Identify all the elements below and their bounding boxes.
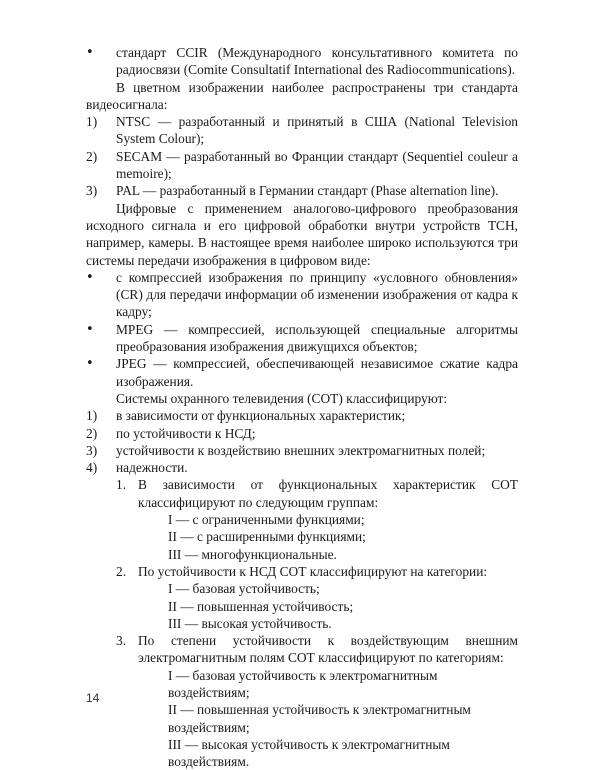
section-text: По устойчивости к НСД СОТ классифицируют на категории: <box>138 563 488 579</box>
bullet-marker: • <box>86 321 94 337</box>
list-text: MPEG — компрессией, использующей специальные алгоритмы преобразования изображения движущихся объектов; <box>116 321 518 355</box>
digital-paragraph: Цифровые с применением аналогово-цифрового преобразования исходного сигнала и его цифровой обработки внутри устройств ТСН, например, камеры. В настоящее время наиболее широко используются три системы передачи изображения в цифровом виде: <box>86 200 518 268</box>
list-number: 2) <box>86 148 98 164</box>
category-line: I — с ограниченными функциями; <box>168 512 365 528</box>
category-line: I — базовая устойчивость; <box>168 581 320 597</box>
category-line: III — высокая устойчивость. <box>168 615 332 631</box>
list-text: устойчивости к воздействию внешних электромагнитных полей; <box>116 442 486 458</box>
list-item <box>86 355 518 390</box>
category-line: II — повышенная устойчивость к электромагнитным воздействиям; <box>168 702 471 735</box>
list-text: по устойчивости к НСД; <box>116 425 256 441</box>
digital-bullets-list <box>86 269 518 390</box>
list-text: SECAM — разработанный во Франции стандарт (Sequentiel couleur a memoire); <box>116 148 518 182</box>
list-item <box>86 269 518 321</box>
list-item <box>86 425 518 442</box>
list-text: NTSC — разработанный и принятый в США (National Television System Colour); <box>116 114 518 147</box>
category-line: III — высокая устойчивость к электромагнитным воздействиям. <box>168 736 450 770</box>
section-em <box>116 632 518 770</box>
bullet-marker: • <box>86 45 94 60</box>
section-number: 2. <box>116 563 127 579</box>
section-heading <box>116 632 518 667</box>
page-number: 14 <box>86 691 100 705</box>
list-text: в зависимости от функциональных характеристик; <box>116 408 406 424</box>
list-item <box>86 321 518 356</box>
section-nsd <box>116 563 518 632</box>
list-number: 3) <box>86 442 98 458</box>
list-item <box>86 459 518 476</box>
list-item <box>86 113 518 148</box>
list-text: PAL — разработанный в Германии стандарт (Phase alternation line). <box>116 183 499 199</box>
list-item <box>86 148 518 183</box>
page-body <box>86 44 518 770</box>
color-standards-list <box>86 113 518 199</box>
list-number: 1) <box>86 408 98 424</box>
category-line: II — повышенная устойчивость; <box>168 598 354 614</box>
section-heading <box>116 476 518 511</box>
cot-criteria-list <box>86 407 518 476</box>
list-number: 4) <box>86 460 98 476</box>
bullet-marker: • <box>86 356 94 372</box>
list-number: 3) <box>86 183 98 199</box>
list-item <box>86 442 518 459</box>
list-item <box>86 407 518 424</box>
list-item <box>86 182 518 199</box>
section-number: 3. <box>116 633 127 649</box>
cot-paragraph: Системы охранного телевидения (СОТ) классифицируют: <box>116 390 448 406</box>
section-text: В зависимости от функциональных характеристик СОТ классифицируют по следующим группам: <box>138 477 518 510</box>
ccir-text: стандарт CCIR (Международного консультативного комитета по радиосвязи (Comite Consultatif International des Radiocommunications). <box>116 45 518 78</box>
list-number: 1) <box>86 114 98 130</box>
category-line: I — базовая устойчивость к электромагнитным воздействиям; <box>168 667 438 700</box>
list-text: с компрессией изображения по принципу «условного обновления» (CR) для передачи информации об изменении изображения от кадра к кадру; <box>116 269 518 320</box>
color-paragraph: В цветном изображении наиболее распространены три стандарта видеосигнала: <box>86 79 518 112</box>
category-line: III — многофункциональные. <box>168 546 337 562</box>
section-heading <box>116 563 518 580</box>
section-functional <box>116 476 518 562</box>
section-number: 1. <box>116 477 127 493</box>
list-text: JPEG — компрессией, обеспечивающей независимое сжатие кадра изображения. <box>116 356 518 389</box>
category-line: II — с расширенными функциями; <box>168 529 366 545</box>
list-item-ccir <box>86 44 518 79</box>
list-number: 2) <box>86 425 98 441</box>
section-text: По степени устойчивости к воздействующим внешним электромагнитным полям СОТ классифицируют по категориям: <box>138 633 518 666</box>
list-text: надежности. <box>116 460 188 476</box>
bullet-marker: • <box>86 269 94 285</box>
